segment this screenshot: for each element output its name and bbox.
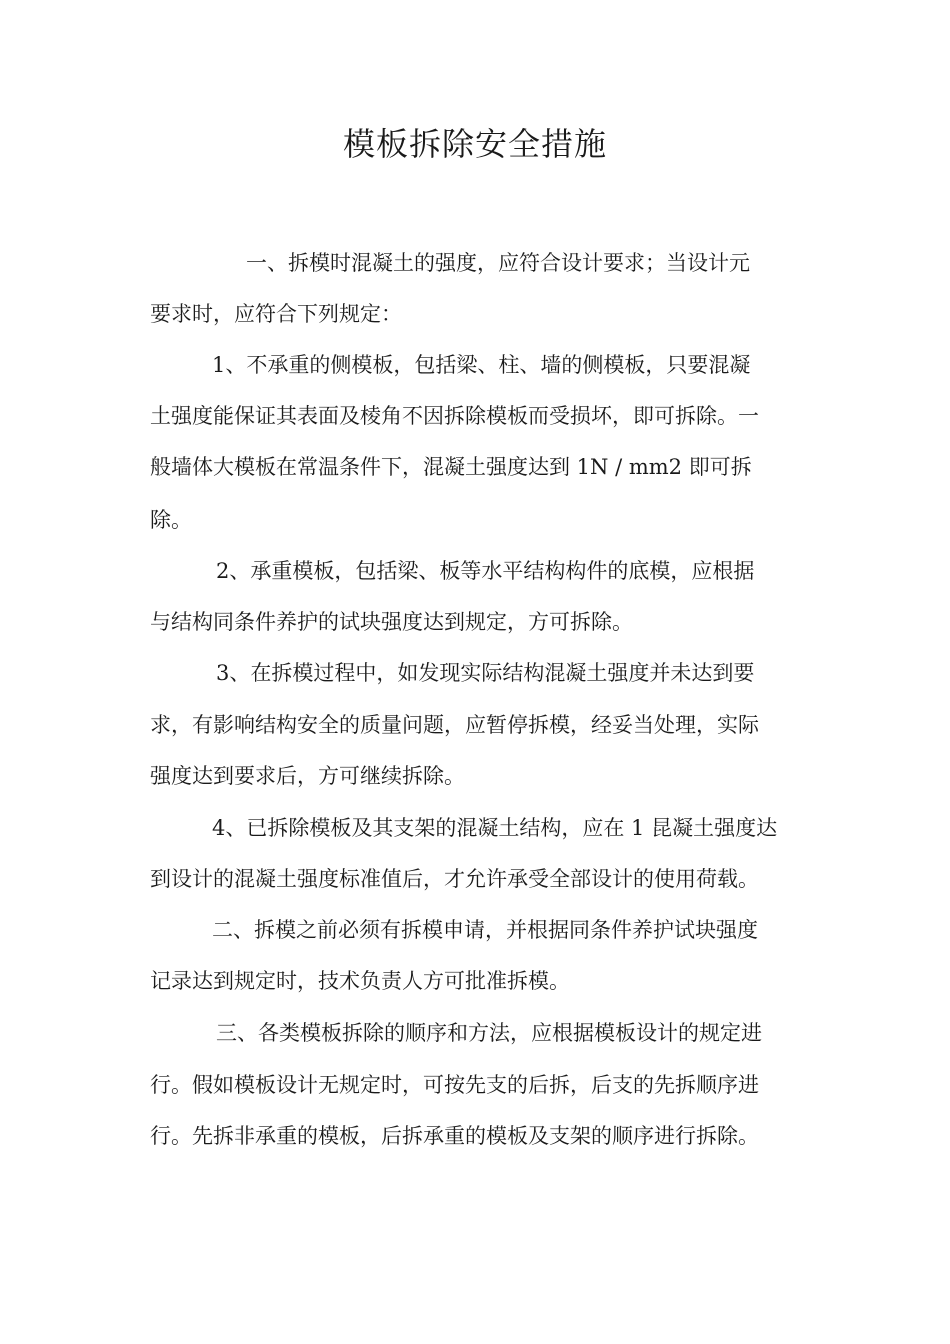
text-line: 行。假如模板设计无规定时，可按先支的后拆，后支的先拆顺序进	[150, 1073, 759, 1097]
text-line: 三、各类模板拆除的顺序和方法，应根据模板设计的规定进	[216, 1021, 762, 1045]
text-line: 记录达到规定时，技术负责人方可批准拆模。	[150, 969, 570, 993]
text-line: 2、承重模板，包括梁、板等水平结构构件的底模，应根据	[216, 559, 755, 583]
text-line: 4、已拆除模板及其支架的混凝土结构，应在 1 昆凝土强度达	[212, 816, 778, 840]
text-line: 行。先拆非承重的模板，后拆承重的模板及支架的顺序进行拆除。	[150, 1124, 759, 1148]
text-line: 3、在拆模过程中，如发现实际结构混凝土强度并未达到要	[216, 661, 755, 685]
text-line: 求，有影响结构安全的质量问题，应暂停拆模，经妥当处理，实际	[150, 713, 759, 737]
text-line: 般墙体大模板在常温条件下，混凝土强度达到 1N / mm2 即可拆	[150, 455, 752, 479]
text-line: 一、拆模时混凝土的强度，应符合设计要求；当设计元	[246, 251, 750, 275]
document-title: 模板拆除安全措施	[342, 125, 607, 163]
text-line: 与结构同条件养护的试块强度达到规定，方可拆除。	[150, 610, 633, 634]
text-line: 强度达到要求后，方可继续拆除。	[150, 764, 465, 788]
text-line: 到设计的混凝土强度标准值后，才允许承受全部设计的使用荷载。	[150, 867, 759, 891]
text-line: 1、不承重的侧模板，包括梁、柱、墙的侧模板，只要混凝	[212, 353, 751, 377]
text-line: 除。	[150, 508, 192, 532]
text-line: 要求时，应符合下列规定：	[150, 302, 402, 326]
text-line: 二、拆模之前必须有拆模申请，并根据同条件养护试块强度	[212, 918, 758, 942]
text-line: 土强度能保证其表面及棱角不因拆除模板而受损坏，即可拆除。一	[150, 404, 759, 428]
